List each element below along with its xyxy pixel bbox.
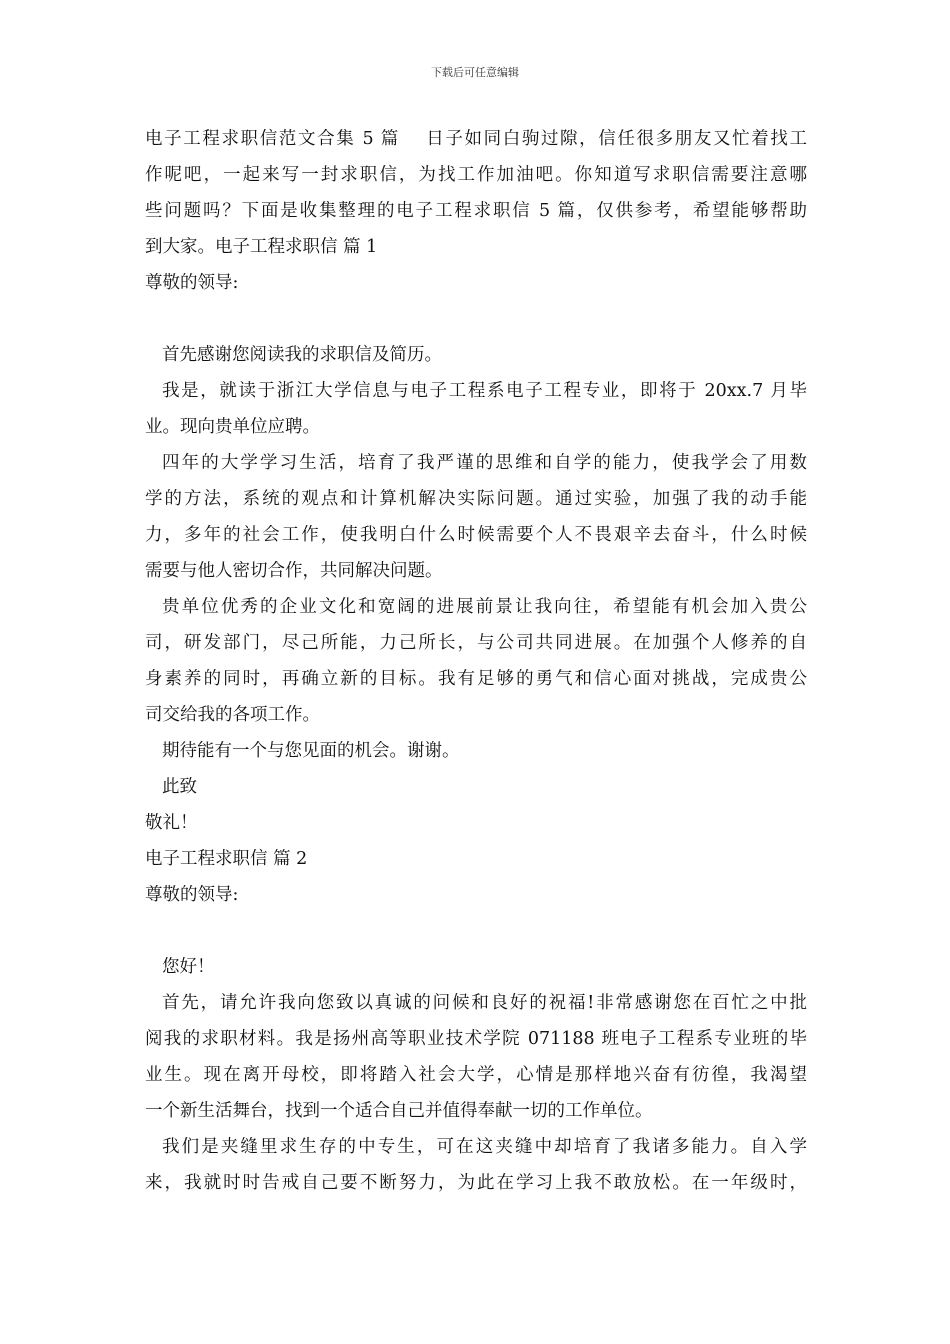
text-line: 需要与他人密切合作，共同解决问题。 bbox=[145, 561, 443, 581]
text-line: 司，研发部门，尽己所能，力己所长，与公司共同进展。在加强个人修养的自 bbox=[145, 633, 807, 653]
blank-line bbox=[145, 913, 807, 949]
text-line: 敬礼！ bbox=[145, 813, 198, 833]
text-line: 阅我的求职材料。我是扬州高等职业技术学院 071188 班电子工程系专业班的毕 bbox=[145, 1029, 807, 1049]
text-line: 我是，就读于浙江大学信息与电子工程系电子工程专业，即将于 20xx.7 月毕 bbox=[162, 381, 807, 401]
text-line: 业生。现在离开母校，即将踏入社会大学，心情是那样地兴奋有彷徨，我渴望 bbox=[145, 1065, 807, 1085]
text-line: 来，我就时时告戒自己要不断努力，为此在学习上我不敢放松。在一年级时， bbox=[145, 1173, 807, 1193]
text-line: 司交给我的各项工作。 bbox=[145, 705, 320, 725]
blank-line bbox=[145, 301, 807, 337]
text-line: 四年的大学学习生活，培育了我严谨的思维和自学的能力，使我学会了用数 bbox=[162, 453, 807, 473]
text-line: 电子工程求职信范文合集 5 篇 日子如同白驹过隙，信任很多朋友又忙着找工 bbox=[145, 129, 807, 149]
text-line: 期待能有一个与您见面的机会。谢谢。 bbox=[162, 741, 460, 761]
text-line: 尊敬的领导: bbox=[145, 885, 239, 905]
text-line: 我们是夹缝里求生存的中专生，可在这夹缝中却培育了我诸多能力。自入学 bbox=[162, 1137, 807, 1157]
text-line: 到大家。电子工程求职信 篇 1 bbox=[145, 237, 378, 257]
text-line: 学的方法，系统的观点和计算机解决实际问题。通过实验，加强了我的动手能 bbox=[145, 489, 807, 509]
text-line: 作呢吧，一起来写一封求职信，为找工作加油吧。你知道写求职信需要注意哪 bbox=[145, 165, 807, 185]
document-body bbox=[145, 121, 807, 1201]
text-line: 身素养的同时，再确立新的目标。我有足够的勇气和信心面对挑战，完成贵公 bbox=[145, 669, 807, 689]
page-header: 下载后可任意编辑 bbox=[431, 66, 519, 79]
text-line: 您好！ bbox=[162, 957, 215, 977]
text-line: 贵单位优秀的企业文化和宽阔的进展前景让我向往，希望能有机会加入贵公 bbox=[162, 597, 807, 617]
text-line: 些问题吗？下面是收集整理的电子工程求职信 5 篇，仅供参考，希望能够帮助 bbox=[145, 201, 807, 221]
text-line: 首先感谢您阅读我的求职信及简历。 bbox=[162, 345, 442, 365]
text-line: 首先，请允许我向您致以真诚的问候和良好的祝福!非常感谢您在百忙之中批 bbox=[162, 993, 807, 1013]
text-line: 一个新生活舞台，找到一个适合自己并值得奉献一切的工作单位。 bbox=[145, 1101, 653, 1121]
text-line: 业。现向贵单位应聘。 bbox=[145, 417, 320, 437]
text-line: 电子工程求职信 篇 2 bbox=[145, 849, 308, 869]
text-line: 力，多年的社会工作，使我明白什么时候需要个人不畏艰辛去奋斗，什么时候 bbox=[145, 525, 807, 545]
text-line: 此致 bbox=[162, 777, 197, 797]
text-line: 尊敬的领导: bbox=[145, 273, 239, 293]
